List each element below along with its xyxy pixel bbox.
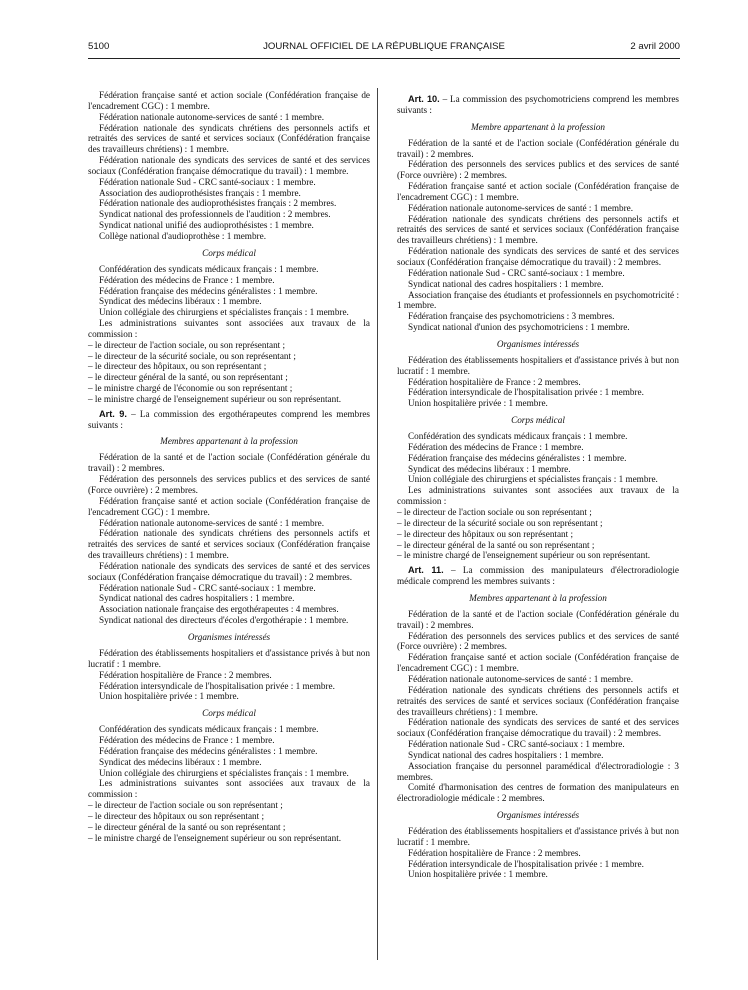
section-heading: Corps médical [511, 415, 565, 426]
right-column [397, 90, 679, 880]
paragraph: Fédération intersyndicale de l'hospitalisation privée : 1 membre. [408, 858, 644, 869]
paragraph: Syndicat national des directeurs d'écoles d'ergothérapie : 1 membre. [99, 615, 349, 626]
paragraph: Syndicat national des cadres hospitaliers : 1 membre. [99, 593, 295, 604]
journal-title: JOURNAL OFFICIEL DE LA RÉPUBLIQUE FRANÇAISE [263, 41, 505, 52]
paragraph: Syndicat national des professionnels de l'audition : 2 membres. [99, 209, 331, 220]
page-header [88, 41, 680, 57]
paragraph: Les administrations suivantes sont associées aux travaux de la commission : [88, 778, 370, 800]
list-item: – le directeur des hôpitaux ou son représentant ; [397, 528, 574, 539]
paragraph: Fédération hospitalière de France : 2 membres. [408, 376, 581, 387]
header-rule [88, 58, 680, 59]
paragraph: Syndicat des médecins libéraux : 1 membre. [408, 463, 571, 474]
list-item: – le directeur des hôpitaux ou son représentant ; [88, 810, 265, 821]
paragraph: Fédération des établissements hospitaliers et d'assistance privés à but non lucratif : 1 membre. [397, 826, 679, 847]
paragraph: Fédération des médecins de France : 1 membre. [99, 735, 275, 746]
paragraph: Fédération nationale autonome-services de santé : 1 membre. [408, 202, 634, 213]
article-paragraph [88, 409, 370, 431]
paragraph: Syndicat national unifié des audioprothésistes : 1 membre. [99, 220, 314, 231]
paragraph: Fédération des personnels des services publics et des services de santé (Force ouvrière) : 2 membres. [88, 474, 370, 495]
paragraph: Fédération française santé et action sociale (Confédération française de l'encadrement CGC) : 1 membre. [88, 495, 370, 517]
list-item: – le directeur général de la santé, ou son représentant ; [88, 372, 288, 383]
paragraph: Fédération hospitalière de France : 2 membres. [408, 847, 581, 858]
section-heading: Organismes intéressés [496, 338, 580, 349]
article-text: – La commission des psychomotriciens comprend les membres suivants : [397, 94, 679, 115]
paragraph: Association française du personnel paramédical d'électroradiologie : 3 membres. [397, 760, 679, 782]
paragraph: Syndicat des médecins libéraux : 1 membre. [99, 296, 262, 307]
paragraph: Fédération nationale autonome-services de santé : 1 membre. [99, 111, 325, 122]
paragraph: Fédération nationale Sud - CRC santé-sociaux : 1 membre. [408, 739, 625, 750]
paragraph: Fédération hospitalière de France : 2 membres. [99, 669, 272, 680]
paragraph: Fédération française santé et action sociale (Confédération française de l'encadrement CGC) : 1 membre. [88, 90, 370, 111]
paragraph: Fédération française des médecins généralistes : 1 membre. [99, 745, 318, 756]
paragraph: Union collégiale des chirurgiens et spécialistes français : 1 membre. [99, 307, 349, 318]
section-heading: Organismes intéressés [496, 810, 580, 821]
paragraph: Comité d'harmonisation des centres de formation des manipulateurs en électroradiologie médicale : 2 membres. [397, 782, 679, 804]
paragraph: Syndicat national des cadres hospitaliers : 1 membre. [408, 749, 604, 760]
list-item: – le directeur des hôpitaux, ou son représentant ; [88, 361, 267, 372]
paragraph: Confédération des syndicats médicaux français : 1 membre. [99, 263, 319, 274]
section-heading: Membres appartenant à la profession [469, 592, 607, 603]
paragraph: Fédération nationale Sud - CRC santé-sociaux : 1 membre. [408, 267, 625, 278]
paragraph: Fédération nationale des syndicats chrétiens des personnels actifs et retraités des services de santé et services sociaux (Confédération française des travailleurs chrétiens) : 1 membre. [88, 122, 370, 155]
paragraph: Association française des étudiants et professionnels en psychomotricité : 1 membre. [397, 289, 679, 311]
paragraph: Fédération française santé et action sociale (Confédération française de l'encadrement CGC) : 1 membre. [397, 181, 679, 202]
paragraph: Fédération française des médecins généralistes : 1 membre. [408, 452, 627, 463]
list-item: – le directeur de la sécurité sociale, ou son représentant ; [88, 350, 296, 361]
paragraph: Union hospitalière privée : 1 membre. [408, 869, 548, 880]
article-text: – La commission des manipulateurs d'électroradiologie médicale comprend les membres suivants : [397, 565, 679, 587]
paragraph: Fédération française des médecins généralistes : 1 membre. [99, 285, 318, 296]
article-paragraph [397, 565, 679, 587]
list-item: – le ministre chargé de l'économie ou son représentant ; [88, 383, 293, 394]
paragraph: Fédération nationale des syndicats des services de santé et des services sociaux (Confédération française démocratique du travail) : 1 membre. [88, 155, 370, 176]
list-item: – le directeur général de la santé ou son représentant ; [88, 821, 286, 832]
list-item: – le directeur général de la santé ou son représentant ; [397, 539, 595, 550]
paragraph: Fédération des établissements hospitaliers et d'assistance privés à but non lucratif : 1 membre. [88, 647, 370, 669]
section-heading: Organismes intéressés [187, 631, 271, 642]
paragraph: Fédération de la santé et de l'action sociale (Confédération générale du travail) : 2 membres. [397, 608, 679, 630]
paragraph: Fédération intersyndicale de l'hospitalisation privée : 1 membre. [99, 680, 335, 691]
article-paragraph [397, 94, 679, 116]
paragraph: Fédération nationale autonome-services de santé : 1 membre. [408, 673, 634, 684]
paragraph: Fédération nationale des audioprothésistes français : 2 membres. [99, 198, 337, 209]
paragraph: Fédération nationale des syndicats des services de santé et des services sociaux (Confédération française démocratique du travail) : 2 membres. [397, 246, 679, 267]
paragraph: Fédération nationale des syndicats chrétiens des personnels actifs et retraités des services de santé et services sociaux (Confédération française des travailleurs chrétiens) : 1 membre. [397, 684, 679, 717]
paragraph: Fédération de la santé et de l'action sociale (Confédération générale du travail) : 2 membres. [88, 452, 370, 474]
paragraph: Fédération des médecins de France : 1 membre. [99, 274, 275, 285]
paragraph: Les administrations suivantes sont associées aux travaux de la commission : [397, 485, 679, 507]
paragraph: Fédération nationale Sud - CRC santé-sociaux : 1 membre. [99, 176, 316, 187]
paragraph: Union collégiale des chirurgiens et spécialistes français : 1 membre. [408, 474, 658, 485]
paragraph: Fédération de la santé et de l'action sociale (Confédération générale du travail) : 2 membres. [397, 137, 679, 159]
article-number: Art. 9. [99, 408, 127, 419]
paragraph: Association nationale française des ergothérapeutes : 4 membres. [99, 604, 339, 615]
list-item: – le ministre chargé de l'enseignement supérieur ou son représentant. [88, 393, 342, 404]
paragraph: Fédération nationale des syndicats chrétiens des personnels actifs et retraités des services de santé et services sociaux (Confédération française des travailleurs chrétiens) : 1 membre. [397, 213, 679, 246]
paragraph: Union hospitalière privée : 1 membre. [99, 691, 239, 702]
left-column [88, 90, 370, 843]
paragraph: Confédération des syndicats médicaux français : 1 membre. [99, 724, 319, 735]
page-number: 5100 [88, 41, 110, 52]
paragraph: Fédération des médecins de France : 1 membre. [408, 441, 584, 452]
paragraph: Syndicat national des cadres hospitaliers : 1 membre. [408, 278, 604, 289]
article-number: Art. 11. [408, 565, 444, 576]
paragraph: Syndicat national d'union des psychomotriciens : 1 membre. [408, 322, 630, 333]
paragraph: Fédération des personnels des services publics et des services de santé (Force ouvrière) : 2 membres. [397, 630, 679, 652]
paragraph: Union hospitalière privée : 1 membre. [408, 398, 548, 409]
paragraph: Fédération intersyndicale de l'hospitalisation privée : 1 membre. [408, 387, 644, 398]
list-item: – le directeur de l'action sociale ou son représentant ; [397, 507, 592, 517]
section-heading: Corps médical [202, 708, 256, 719]
paragraph: Union collégiale des chirurgiens et spécialistes français : 1 membre. [99, 767, 349, 778]
paragraph: Collège national d'audioprothèse : 1 membre. [99, 230, 266, 241]
paragraph: Fédération nationale des syndicats des services de santé et des services sociaux (Confédération française démocratique du travail) : 2 membres. [88, 560, 370, 582]
list-item: – le ministre chargé de l'enseignement supérieur ou son représentant. [397, 550, 651, 561]
paragraph: Fédération des personnels des services publics et des services de santé (Force ouvrière) : 2 membres. [397, 159, 679, 181]
paragraph: Fédération nationale autonome-services de santé : 1 membre. [99, 517, 325, 528]
paragraph: Association des audioprothésistes français : 1 membre. [99, 187, 301, 198]
list-item: – le ministre chargé de l'enseignement supérieur ou son représentant. [88, 832, 342, 843]
article-text: – La commission des ergothérapeutes comprend les membres suivants : [88, 408, 370, 430]
paragraph: Fédération française des psychomotriciens : 3 membres. [408, 311, 615, 322]
paragraph: Les administrations suivantes sont associées aux travaux de la commission : [88, 318, 370, 339]
list-item: – le directeur de la sécurité sociale ou son représentant ; [397, 517, 603, 528]
list-item: – le directeur de l'action sociale ou son représentant ; [88, 800, 283, 811]
paragraph: Syndicat des médecins libéraux : 1 membre. [99, 756, 262, 767]
paragraph: Fédération française santé et action sociale (Confédération française de l'encadrement CGC) : 1 membre. [397, 652, 679, 674]
paragraph: Fédération des établissements hospitaliers et d'assistance privés à but non lucratif : 1 membre. [397, 354, 679, 376]
section-heading: Membres appartenant à la profession [160, 436, 298, 447]
paragraph: Fédération nationale des syndicats des services de santé et des services sociaux (Confédération française démocratique du travail) : 2 membres. [397, 717, 679, 739]
article-number: Art. 10. [408, 94, 440, 104]
paragraph: Fédération nationale Sud - CRC santé-sociaux : 1 membre. [99, 582, 316, 593]
list-item: – le directeur de l'action sociale, ou son représentant ; [88, 339, 286, 350]
column-divider [377, 88, 378, 960]
paragraph: Fédération nationale des syndicats chrétiens des personnels actifs et retraités des services de santé et services sociaux (Confédération française des travailleurs chrétiens) : 1 membre. [88, 528, 370, 561]
issue-date: 2 avril 2000 [630, 41, 680, 52]
paragraph: Confédération des syndicats médicaux français : 1 membre. [408, 431, 628, 442]
section-heading: Membre appartenant à la profession [470, 121, 606, 132]
section-heading: Corps médical [202, 247, 256, 258]
